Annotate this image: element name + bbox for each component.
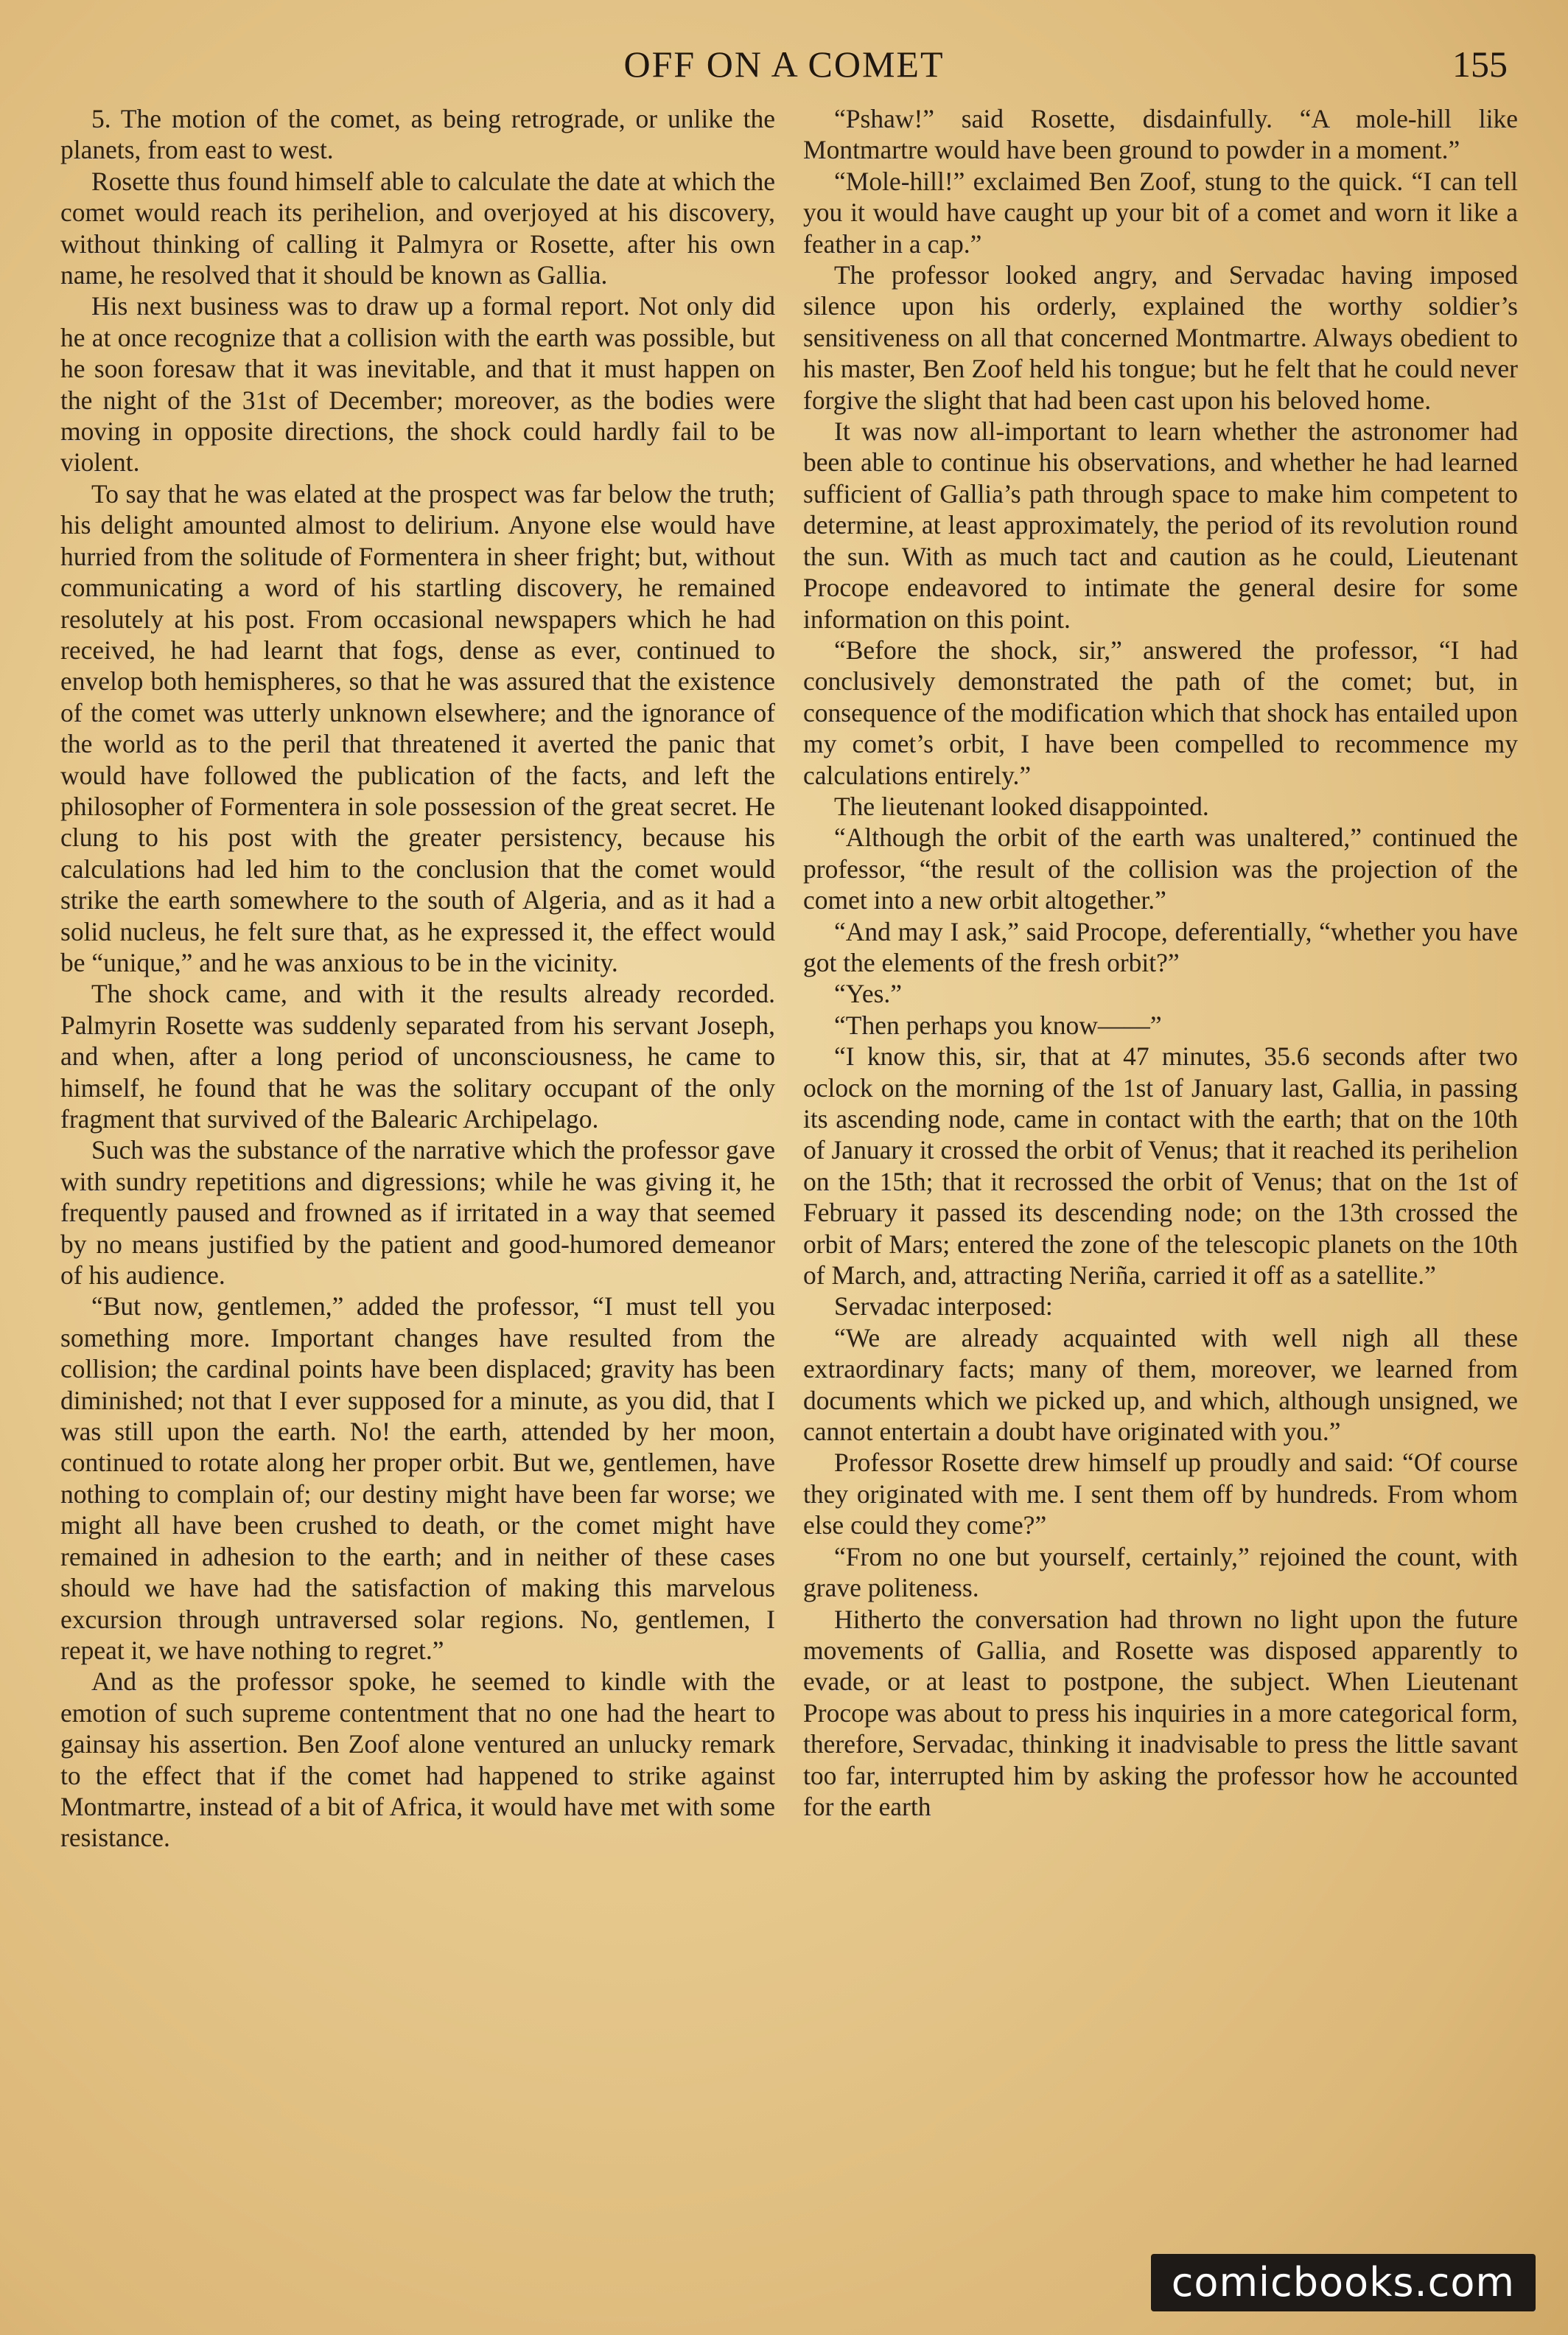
paragraph: Professor Rosette drew himself up proudly and said: “Of course they originated with me. I sent them off by hundreds. From whom else could they come?” (803, 1448, 1518, 1540)
paragraph: Hitherto the conversation had thrown no light upon the future movements of Gallia, and Rosette was disposed apparently to evade, or at least to postpone, the subject. When Lieutenant Procope was about to press his inquiries in a more categorical form, therefore, Servadac, thinking it inadvisable to press the little savant too far, interrupted him by asking the professor how he accounted for the earth (803, 1604, 1518, 1821)
watermark-logo: comicbooks.com (1151, 2254, 1536, 2311)
paragraph: To say that he was elated at the prospect was far below the truth; his delight amounted almost to delirium. Anyone else would have hurried from the solitude of Formentera in sheer fright; but, without communicating a word of his startling discovery, he remained resolutely at his post. From occasional newspapers which he had received, he had learnt that fogs, dense as ever, continued to envelop both hemispheres, so that he was assured that the existence of the comet was utterly unknown elsewhere; and the ignorance of the world as to the peril that threatened it averted the panic that would have followed the publication of the facts, and left the philosopher of Formentera in sole possession of the great secret. He clung to his post with the greater persistency, because his calculations had led him to the conclusion that the comet would strike the earth somewhere to the south of Algeria, and as it had a solid nucleus, he felt sure that, as he expressed it, the effect would be “unique,” and he was anxious to be in the vicinity. (60, 478, 775, 977)
paragraph: Such was the substance of the narrative which the professor gave with sundry repetitions and digressions; while he was giving it, he frequently paused and frowned as if irritated in a way that seemed by no means justified by the patient and good-humored demeanor of his audience. (60, 1135, 775, 1291)
page-number: 155 (1452, 43, 1508, 85)
paragraph: And as the professor spoke, he seemed to kindle with the emotion of such supreme contentment that no one had the heart to gainsay his assertion. Ben Zoof alone ventured an unlucky remark to the effect that if the comet had happened to strike against Montmartre, instead of a bit of Africa, it would have met with some resistance. (60, 1666, 775, 1853)
paragraph: The shock came, and with it the results already recorded. Palmyrin Rosette was suddenly separated from his servant Joseph, and when, after a long period of unconsciousness, he came to himself, he found that he was the solitary occupant of the only fragment that survived of the Balearic Archipelago. (60, 979, 775, 1134)
paragraph: “Before the shock, sir,” answered the professor, “I had conclusively demonstrated the path of the comet; but, in consequence of the modification which that shock has entailed upon my comet’s orbit, I have been compelled to recommence my calculations entirely.” (803, 635, 1518, 790)
running-title: OFF ON A COMET (623, 43, 945, 85)
paragraph: “Mole-hill!” exclaimed Ben Zoof, stung to the quick. “I can tell you it would have caught up your bit of a comet and worn it like a feather in a cap.” (803, 166, 1518, 259)
paragraph: Rosette thus found himself able to calculate the date at which the comet would reach its perihelion, and overjoyed at his discovery, without thinking of calling it Palmyra or Rosette, after his own name, he resolved that it should be known as Gallia. (60, 166, 775, 290)
paragraph: 5. The motion of the comet, as being retrograde, or unlike the planets, from east to west. (60, 104, 775, 165)
paragraph: It was now all-important to learn whether the astronomer had been able to continue his observations, and whether he had learned sufficient of Gallia’s path through space to make him competent to determine, at least approximately, the period of its revolution round the sun. With as much tact and caution as he could, Lieutenant Procope endeavored to intimate the general desire for some information on this point. (803, 416, 1518, 634)
paragraph: “Although the orbit of the earth was unaltered,” continued the professor, “the result of the collision was the projection of the comet into a new orbit altogether.” (803, 823, 1518, 915)
paragraph: “From no one but yourself, certainly,” rejoined the count, with grave politeness. (803, 1541, 1518, 1603)
paragraph: “But now, gentlemen,” added the professor, “I must tell you something more. Important changes have resulted from the collision; the cardinal points have been displaced; gravity has been diminished; not that I ever supposed for a minute, as you did, that I was still upon the earth. No! the earth, attended by her moon, continued to rotate along her proper orbit. But we, gentlemen, have nothing to complain of; our destiny might have been far worse; we might all have been crushed to death, or the comet might have remained in adhesion to the earth; and in neither of these cases should we have had the satisfaction of making this marvelous excursion through untraversed solar regions. No, gentlemen, I repeat it, we have nothing to regret.” (60, 1291, 775, 1665)
paragraph: “Pshaw!” said Rosette, disdainfully. “A mole-hill like Montmartre would have been ground to powder in a moment.” (803, 104, 1518, 165)
right-column (803, 103, 1518, 2263)
paragraph: The professor looked angry, and Servadac having imposed silence upon his orderly, explained the worthy soldier’s sensitiveness on all that concerned Montmartre. Always obedient to his master, Ben Zoof held his tongue; but he felt that he could never forgive the slight that had been cast upon his beloved home. (803, 260, 1518, 415)
paragraph: “And may I ask,” said Procope, deferentially, “whether you have got the elements of the fresh orbit?” (803, 916, 1518, 977)
paragraph: “Then perhaps you know——” (834, 1010, 1162, 1040)
paragraph: “We are already acquainted with well nigh all these extraordinary facts; many of them, moreover, we learned from documents which we picked up, and which, although unsigned, we cannot entertain a doubt have originated with you.” (803, 1322, 1518, 1447)
paragraph: “I know this, sir, that at 47 minutes, 35.6 seconds after two oclock on the morning of the 1st of January last, Gallia, in passing its ascending node, came in contact with the earth; that on the 10th of January it crossed the orbit of Venus; that it reached its perihelion on the 15th; that it recrossed the orbit of Venus; that on the 1st of February it passed its descending node; on the 13th crossed the orbit of Mars; entered the zone of the telescopic planets on the 10th of March, and, attracting Neriña, carried it off as a satellite.” (803, 1041, 1518, 1291)
paragraph: The lieutenant looked disappointed. (834, 791, 1209, 821)
left-column (60, 103, 775, 2263)
paragraph: “Yes.” (834, 979, 903, 1009)
paragraph: Servadac interposed: (834, 1291, 1053, 1322)
paragraph: His next business was to draw up a formal report. Not only did he at once recognize that a collision with the earth was possible, but he soon foresaw that it was inevitable, and that it must happen on the night of the 31st of December; moreover, as the bodies were moving in opposite directions, the shock could hardly fail to be violent. (60, 291, 775, 478)
